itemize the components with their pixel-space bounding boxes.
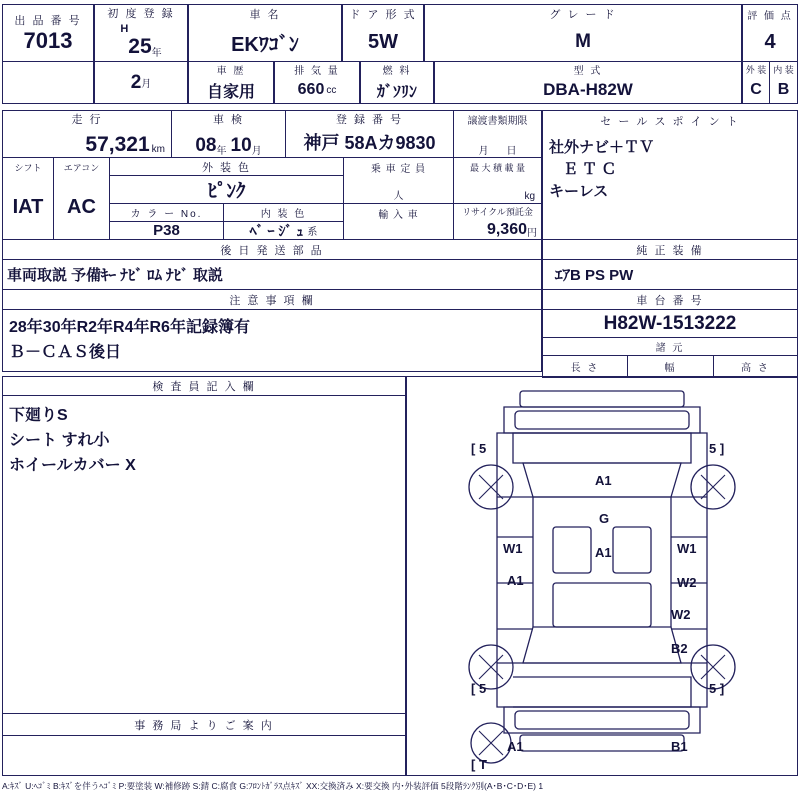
- door-type-value-wrap: [343, 23, 423, 61]
- dimension-length-cell: [542, 356, 628, 378]
- max-load-unit: kg: [524, 191, 535, 202]
- score-value-wrap: [743, 23, 797, 61]
- import-label-wrap: [344, 204, 453, 222]
- damage-mark: [ 5: [471, 681, 487, 696]
- damage-mark: [ 5: [471, 441, 487, 456]
- seats-label-wrap: [344, 158, 453, 176]
- exterior-color-label: 外 装 色: [201, 161, 252, 174]
- fuel-cell: [360, 62, 434, 104]
- inspection-year: 08: [195, 135, 217, 156]
- later-parts-value: 車両取説 予備ｷｰ ﾅﾋﾞ ﾛﾑ ﾅﾋﾞ 取説: [7, 267, 223, 284]
- sales-point-label-wrap: [543, 111, 797, 131]
- grade-label-wrap: [425, 5, 741, 23]
- damage-mark: A1: [507, 739, 524, 754]
- shift-value: IAT: [12, 195, 44, 218]
- displacement-label-wrap: [275, 62, 359, 77]
- inspector-note-line: 下廻りS: [9, 407, 68, 424]
- first-registration-value: [95, 21, 187, 59]
- recycle-deposit-cell: [454, 204, 542, 240]
- notes-line: 28年30年R2年R4年R6年記録簿有: [9, 319, 250, 336]
- chassis-value-cell: [542, 310, 798, 338]
- score-value: 4: [764, 30, 776, 53]
- shift-label: シフト: [14, 162, 42, 173]
- damage-marks: [471, 441, 724, 772]
- history-value-wrap: [189, 77, 273, 103]
- registration-number-value-wrap: [286, 127, 453, 157]
- color-no-label-cell: [110, 204, 224, 222]
- exterior-color-label-cell: [110, 158, 344, 176]
- lot-number-value: 7013: [23, 28, 73, 53]
- lot-number-cell: [2, 4, 94, 62]
- aircon-value: AC: [67, 195, 96, 218]
- genuine-equipment-label-cell: [542, 240, 798, 260]
- shift-label-wrap: [3, 158, 53, 176]
- office-notice-body-cell: [2, 736, 406, 776]
- car-name-label-wrap: [189, 5, 341, 23]
- office-notice-label: 事 務 局 よ り ご 案 内: [134, 719, 274, 732]
- fuel-value-wrap: [361, 77, 433, 103]
- fuel-value: ｶﾞｿﾘﾝ: [376, 83, 417, 101]
- first-registration-month: 2: [130, 71, 142, 93]
- exterior-grade-label-wrap: [743, 62, 769, 77]
- first-registration-year: 25: [128, 35, 152, 58]
- sales-point-item: 社外ナビ＋ＴＶ: [549, 139, 655, 156]
- inspection-cell: [172, 110, 286, 158]
- lot-number-label: 出 品 番 号: [14, 15, 82, 27]
- shift-cell: [2, 158, 54, 240]
- sales-point-list: [543, 131, 797, 203]
- damage-mark: [ T: [471, 757, 487, 772]
- dimension-length-label: 長 さ: [570, 363, 600, 374]
- aircon-cell: [54, 158, 110, 240]
- displacement-value-wrap: [275, 77, 359, 103]
- interior-grade-label: 内 装: [773, 65, 794, 75]
- chassis-label-cell: [542, 290, 798, 310]
- inspector-label: 検 査 員 記 入 欄: [152, 381, 256, 393]
- vehicle-outline-svg: [407, 377, 797, 775]
- dimension-width-cell: [628, 356, 714, 378]
- transfer-deadline-value-wrap: [454, 127, 541, 157]
- notes-label-cell: [2, 290, 542, 310]
- interior-grade-value: B: [777, 81, 790, 98]
- model-code-label-wrap: [435, 62, 741, 77]
- damage-mark: 5 ]: [709, 441, 725, 456]
- door-type-label: ド ア 形 式: [349, 9, 417, 21]
- inspector-label-cell: [2, 376, 406, 396]
- interior-color-value-cell: [224, 222, 344, 240]
- inspection-label: 車 検: [212, 114, 245, 126]
- inspection-month-unit: 月: [251, 146, 262, 157]
- displacement-label: 排 気 量: [294, 66, 340, 77]
- color-no-label: カ ラ ー No.: [130, 209, 203, 220]
- sales-point-cell: [542, 110, 798, 240]
- registration-number-value: 神戸 58Aカ9830: [303, 133, 436, 153]
- history-label: 車 歴: [216, 66, 246, 77]
- damage-mark: B2: [671, 641, 688, 656]
- legend-footnote: A:ｷｽﾞ U:ﾍｺﾞﾐ B:ｷｽﾞを伴うﾍｺﾞﾐ P:要塗装 W:補修跡 S:錆 C:腐食 G:ﾌﾛﾝﾄｶﾞﾗｽ点ｷｽﾞ XX:交換済み X:要交換 内･外装評価 5段階ﾗﾝｸ別(A･B･C･D･E) 1: [2, 781, 544, 791]
- chassis-value: H82W-1513222: [603, 312, 737, 334]
- exterior-grade-cell: [742, 62, 770, 104]
- door-type-label-wrap: [343, 5, 423, 23]
- damage-mark: A1: [595, 473, 612, 488]
- exterior-grade-value-wrap: [743, 77, 769, 103]
- interior-grade-cell: [770, 62, 798, 104]
- grade-value: M: [575, 31, 591, 52]
- car-name-cell: [188, 4, 342, 62]
- score-label: 評 価 点: [747, 10, 793, 22]
- transfer-deadline-label: 譲渡書類期限: [467, 115, 528, 127]
- score-label-wrap: [743, 5, 797, 23]
- mileage-unit: km: [151, 144, 165, 155]
- displacement-unit: cc: [326, 84, 337, 96]
- interior-grade-label-wrap: [770, 62, 797, 77]
- damage-mark: W1: [503, 541, 523, 556]
- max-load-label: 最 大 積 載 量: [469, 162, 525, 173]
- dimensions-label-cell: [542, 338, 798, 356]
- seats-cell: [344, 158, 454, 204]
- first-registration-cell: [94, 4, 188, 62]
- displacement-value: 660: [297, 81, 325, 98]
- max-load-cell: [454, 158, 542, 204]
- seats-label: 乗 車 定 員: [370, 163, 427, 175]
- damage-mark: G: [599, 511, 610, 526]
- damage-mark: A1: [595, 545, 612, 560]
- car-name-label: 車 名: [249, 9, 281, 21]
- damage-mark: 5 ]: [709, 681, 725, 696]
- dimension-height-cell: [714, 356, 798, 378]
- damage-mark: W2: [677, 575, 697, 590]
- interior-grade-value-wrap: [770, 77, 797, 103]
- later-parts-label: 後 日 発 送 部 品: [220, 244, 324, 257]
- sales-point-item: Ｅ Ｔ Ｃ: [563, 161, 617, 178]
- genuine-equipment-value-cell: [542, 260, 798, 290]
- inspection-year-unit: 年: [216, 146, 227, 157]
- registration-number-label: 登 録 番 号: [335, 114, 404, 126]
- mileage-value: 57,321: [85, 133, 150, 156]
- inspection-label-wrap: [172, 111, 285, 127]
- max-load-label-wrap: [454, 158, 541, 176]
- inspector-note-line: シート すれ小: [9, 432, 110, 449]
- displacement-cell: [274, 62, 360, 104]
- interior-color-label: 内 装 色: [260, 209, 307, 220]
- dimensions-label: 諸 元: [655, 343, 685, 354]
- first-registration-era: H: [120, 23, 129, 35]
- lot-number-filler: [2, 62, 94, 104]
- transfer-deadline-label-wrap: [454, 111, 541, 127]
- inspector-note-line: ホイールカバー X: [9, 457, 136, 474]
- exterior-grade-value: C: [750, 81, 762, 98]
- history-value: 自家用: [206, 83, 255, 101]
- recycle-deposit-value: 9,360: [486, 221, 527, 238]
- first-registration-month-unit: 月: [141, 79, 152, 90]
- car-name-value-wrap: [189, 23, 341, 61]
- damage-mark: B1: [671, 739, 688, 754]
- import-cell: [344, 204, 454, 240]
- color-no-value-cell: [110, 222, 224, 240]
- damage-mark: W2: [671, 607, 691, 622]
- grade-value-wrap: [425, 23, 741, 61]
- interior-color-suffix: 系: [307, 227, 318, 238]
- shift-value-wrap: [3, 176, 53, 238]
- later-parts-value-cell: [2, 260, 542, 290]
- recycle-deposit-label: リサイクル預託金: [462, 207, 533, 217]
- notes-label: 注 意 事 項 欄: [229, 294, 315, 307]
- aircon-label: エアコン: [63, 162, 100, 173]
- seats-unit: 人: [393, 191, 404, 202]
- inspection-value-wrap: [172, 127, 285, 157]
- later-parts-label-cell: [2, 240, 542, 260]
- history-cell: [188, 62, 274, 104]
- model-code-value: DBA-H82W: [543, 80, 633, 99]
- grade-label: グ レ ー ド: [549, 9, 617, 21]
- inspector-notes-cell: [2, 396, 406, 714]
- notes-line: Ｂ－ＣＡＳ後日: [9, 344, 122, 361]
- recycle-deposit-label-wrap: [454, 204, 541, 219]
- door-type-cell: [342, 4, 424, 62]
- first-registration-label: 初 度 登 録: [107, 8, 175, 20]
- recycle-deposit-value-wrap: [454, 219, 541, 239]
- mileage-label-wrap: [3, 111, 171, 127]
- mileage-value-wrap: [3, 127, 171, 157]
- transfer-deadline-cell: [454, 110, 542, 158]
- interior-color-label-cell: [224, 204, 344, 222]
- fuel-label: 燃 料: [382, 66, 412, 77]
- registration-number-label-wrap: [286, 111, 453, 127]
- exterior-color-value: ﾋﾟﾝｸ: [207, 181, 246, 202]
- interior-color-value: ﾍﾞ ｰ ｼﾞ ｭ: [249, 222, 304, 239]
- aircon-label-wrap: [54, 158, 109, 176]
- color-no-value: P38: [153, 222, 180, 239]
- genuine-equipment-label: 純 正 装 備: [636, 244, 704, 257]
- first-registration-month-cell: [94, 62, 188, 104]
- sales-point-label: セ ー ル ス ポ イ ン ト: [600, 116, 740, 128]
- import-label: 輸 入 車: [378, 209, 419, 221]
- seats-value-wrap: [344, 176, 453, 202]
- door-type-value: 5W: [368, 30, 398, 53]
- recycle-deposit-unit: 円: [527, 228, 537, 239]
- genuine-equipment-value: ｴｱB PS PW: [555, 267, 634, 284]
- car-name-value: EKﾜｺﾞﾝ: [231, 33, 299, 56]
- max-load-value-wrap: [454, 176, 541, 202]
- damage-mark: A1: [507, 573, 524, 588]
- history-label-wrap: [189, 62, 273, 77]
- dimension-width-label: 幅: [664, 363, 677, 374]
- grade-cell: [424, 4, 742, 62]
- first-registration-label-wrap: [95, 5, 187, 21]
- score-cell: [742, 4, 798, 62]
- fuel-label-wrap: [361, 62, 433, 77]
- chassis-label: 車 台 番 号: [636, 294, 704, 307]
- notes-value-cell: [2, 310, 542, 372]
- vehicle-damage-diagram: [406, 376, 798, 776]
- model-code-cell: [434, 62, 742, 104]
- registration-number-cell: [286, 110, 454, 158]
- inspection-month: 10: [230, 135, 252, 156]
- exterior-grade-label: 外 装: [745, 65, 767, 75]
- exterior-color-value-cell: [110, 176, 344, 204]
- mileage-cell: [2, 110, 172, 158]
- sales-point-item: キーレス: [549, 183, 609, 200]
- aircon-value-wrap: [54, 176, 109, 238]
- office-notice-label-cell: [2, 714, 406, 736]
- transfer-deadline-month-unit: 月: [478, 146, 489, 157]
- model-code-label: 型 式: [573, 66, 603, 77]
- mileage-label: 走 行: [71, 114, 103, 126]
- dimension-height-label: 高 さ: [741, 363, 770, 374]
- transfer-deadline-day-unit: 日: [506, 146, 517, 157]
- model-code-value-wrap: [435, 77, 741, 103]
- damage-mark: W1: [677, 541, 697, 556]
- first-registration-year-unit: 年: [151, 48, 162, 59]
